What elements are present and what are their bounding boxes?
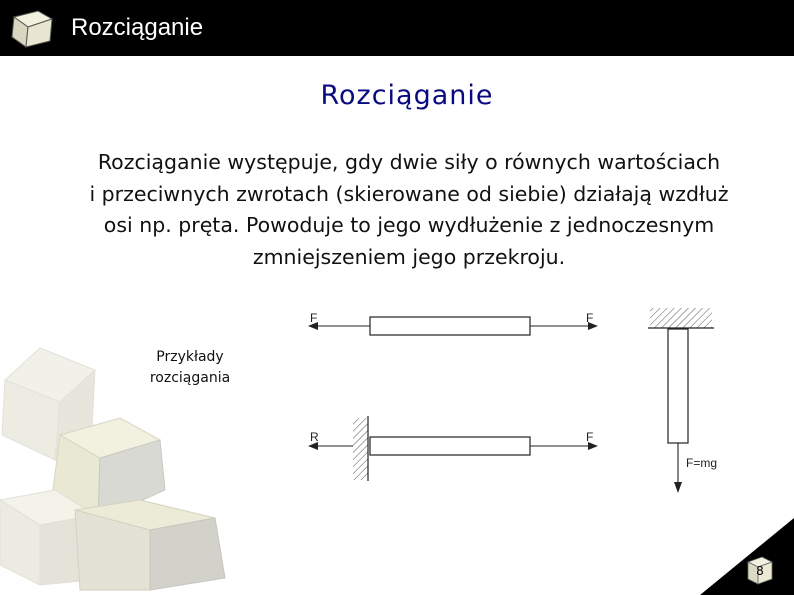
header-bar [0, 0, 794, 56]
force-label-right: F [586, 430, 594, 444]
force-label-left: F [310, 311, 318, 325]
fixed-bar-example [308, 416, 598, 481]
weight-force-label: F=mg [686, 456, 718, 470]
reaction-label: R [310, 430, 319, 444]
ceiling-hatch [650, 308, 712, 328]
tension-diagram [290, 296, 750, 501]
page-number: 8 [756, 564, 764, 578]
hanging-bar-example [648, 308, 717, 493]
bar-rect [370, 317, 530, 335]
header-title: Rozciąganie [71, 14, 204, 41]
examples-label: Przykłady rozciągania [149, 349, 231, 386]
slide-body-text: Rozciąganie występuje, gdy dwie siły o równych wartościach i przeciwnych zwrotach (skierowane od siebie) działają wzdłuż osi np. pręta. Powoduje to jego wydłużenie z jednoczesnym zmniejszeniem jego przekroju. [89, 150, 729, 269]
logo-cube-icon [8, 5, 56, 49]
free-bar-example [308, 311, 598, 335]
force-label-right: F [586, 311, 594, 325]
bar-rect [370, 437, 530, 455]
wall-hatch [353, 418, 368, 480]
page-number-badge [746, 554, 774, 586]
arrow-down-icon [674, 482, 682, 493]
hanging-bar-rect [668, 329, 688, 443]
slide-title: Rozciąganie [320, 80, 494, 111]
